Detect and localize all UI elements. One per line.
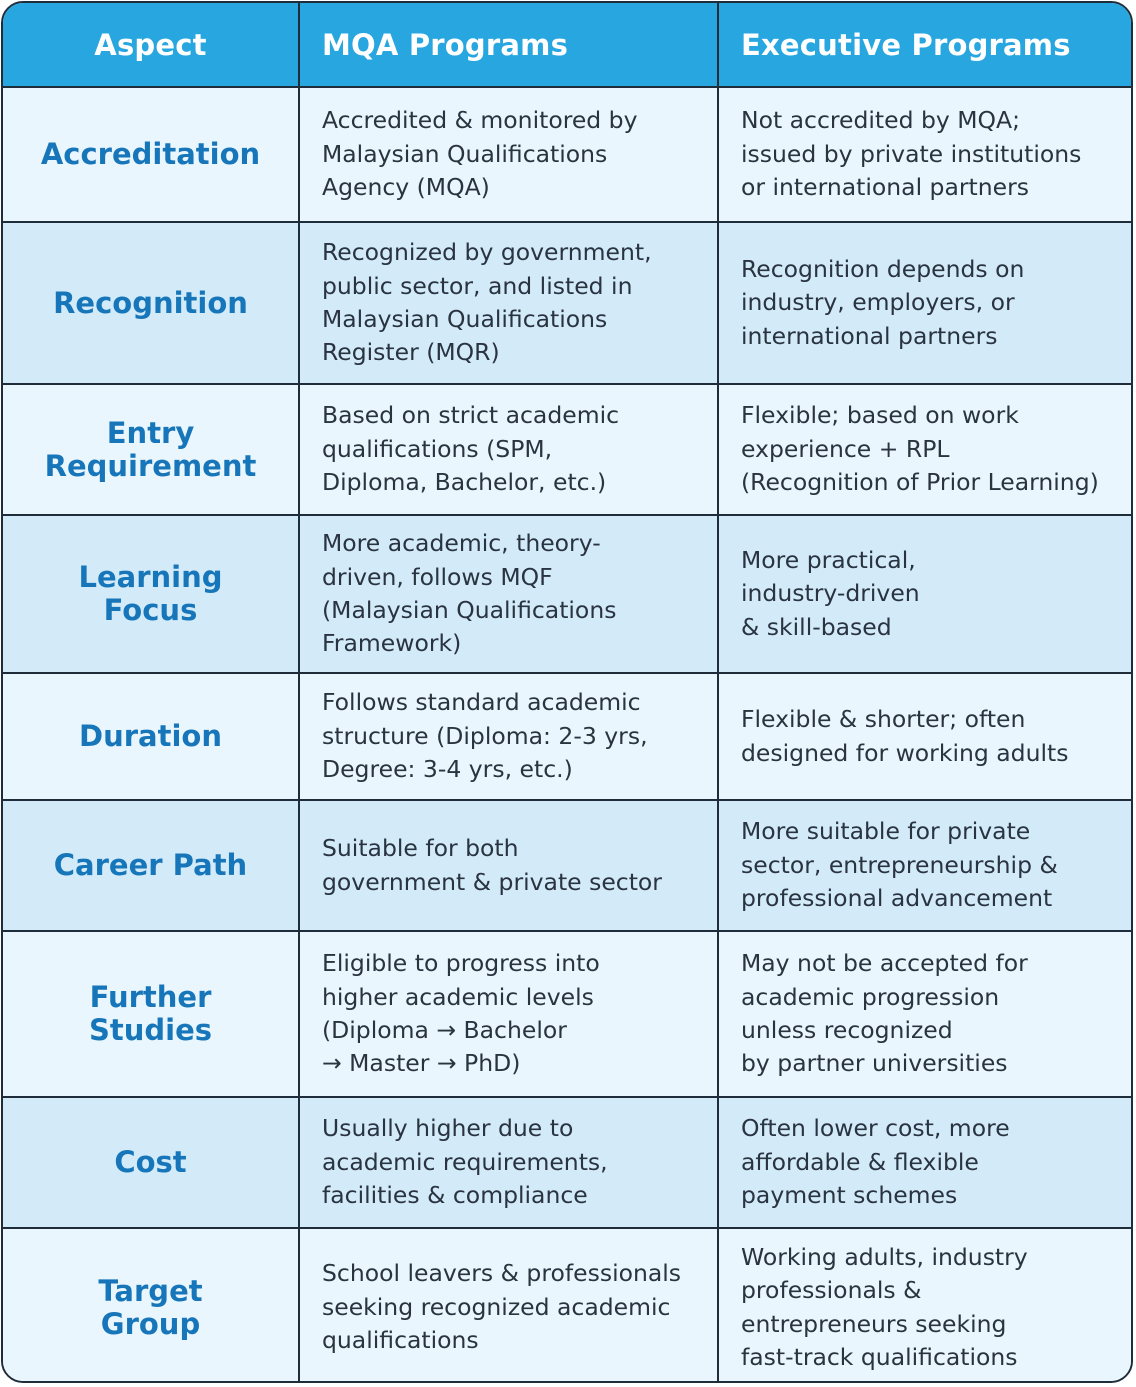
table-body bbox=[3, 87, 1131, 1383]
executive-cell-line: experience + RPL bbox=[741, 434, 950, 463]
mqa-cell-line: Usually higher due to bbox=[322, 1114, 574, 1143]
executive-cell-line: fast-track qualifications bbox=[741, 1342, 1018, 1371]
mqa-cell-line: seeking recognized academic bbox=[322, 1292, 671, 1321]
executive-cell-line: More practical, bbox=[741, 545, 916, 574]
executive-cell-line: by partner universities bbox=[741, 1049, 1008, 1078]
executive-cell-line: Not accredited by MQA; bbox=[741, 106, 1021, 135]
mqa-cell bbox=[299, 800, 718, 931]
executive-cell-line: designed for working adults bbox=[741, 738, 1069, 767]
aspect-cell-line: Accreditation bbox=[40, 137, 261, 171]
aspect-cell bbox=[3, 1228, 299, 1383]
executive-cell bbox=[718, 384, 1131, 515]
mqa-cell-line: Recognized by government, bbox=[322, 238, 652, 267]
table-row bbox=[3, 1228, 1131, 1383]
executive-cell-line: Recognition depends on bbox=[741, 254, 1025, 283]
comparison-table bbox=[3, 3, 1131, 1383]
executive-cell bbox=[718, 87, 1131, 222]
aspect-cell-line: Career Path bbox=[53, 848, 248, 882]
executive-cell-line: Often lower cost, more bbox=[741, 1114, 1010, 1143]
mqa-cell-line: (Malaysian Qualifications bbox=[322, 596, 617, 624]
executive-cell-line: academic progression bbox=[741, 982, 1000, 1011]
executive-cell-line: entrepreneurs seeking bbox=[741, 1309, 1007, 1338]
executive-cell bbox=[718, 515, 1131, 673]
executive-cell-line: affordable & flexible bbox=[741, 1147, 979, 1176]
executive-cell-line: More suitable for private bbox=[741, 817, 1031, 846]
executive-cell bbox=[718, 931, 1131, 1097]
executive-cell-line: professional advancement bbox=[741, 884, 1053, 913]
header-aspect: Aspect bbox=[3, 3, 299, 87]
aspect-cell-line: Recognition bbox=[53, 285, 248, 320]
mqa-cell bbox=[299, 515, 718, 673]
mqa-cell-line: public sector, and listed in bbox=[322, 271, 633, 300]
mqa-cell-line: Based on strict academic bbox=[322, 401, 620, 430]
table-row bbox=[3, 673, 1131, 800]
aspect-cell-line: Requirement bbox=[44, 448, 257, 483]
executive-cell-line: May not be accepted for bbox=[741, 949, 1028, 978]
table-row bbox=[3, 1097, 1131, 1228]
aspect-cell bbox=[3, 931, 299, 1097]
mqa-cell-line: Diploma, Bachelor, etc.) bbox=[322, 468, 607, 497]
executive-cell-line: & skill-based bbox=[741, 612, 892, 641]
executive-cell bbox=[718, 673, 1131, 800]
mqa-cell-line: School leavers & professionals bbox=[322, 1259, 682, 1288]
executive-cell bbox=[718, 222, 1131, 384]
comparison-table-container bbox=[1, 1, 1133, 1383]
aspect-cell-line: Group bbox=[100, 1306, 201, 1341]
mqa-cell-line: government & private sector bbox=[322, 867, 662, 896]
mqa-cell-line: Framework) bbox=[322, 629, 462, 658]
executive-cell-line: industry, employers, or bbox=[741, 288, 1015, 317]
aspect-cell-line: Entry bbox=[106, 415, 195, 450]
mqa-cell-line: academic requirements, bbox=[322, 1147, 608, 1176]
aspect-cell bbox=[3, 222, 299, 384]
mqa-cell-line: qualifications bbox=[322, 1326, 479, 1355]
mqa-cell-line: driven, follows MQF bbox=[322, 562, 553, 591]
mqa-cell-line: qualifications (SPM, bbox=[322, 434, 553, 463]
mqa-cell-line: Suitable for both bbox=[322, 834, 519, 863]
executive-cell-line: unless recognized bbox=[741, 1016, 953, 1044]
table-header-row bbox=[3, 3, 1131, 87]
mqa-cell-line: facilities & compliance bbox=[322, 1181, 588, 1210]
executive-cell-line: international partners bbox=[741, 321, 998, 350]
executive-cell-line: payment schemes bbox=[741, 1181, 958, 1210]
mqa-cell-line: Accredited & monitored by bbox=[322, 106, 638, 135]
table-row bbox=[3, 800, 1131, 931]
aspect-cell bbox=[3, 673, 299, 800]
executive-cell bbox=[718, 1228, 1131, 1383]
executive-cell bbox=[718, 1097, 1131, 1228]
aspect-cell-line: Studies bbox=[88, 1013, 213, 1047]
mqa-cell-line: Register (MQR) bbox=[322, 338, 500, 367]
header-executive-programs: Executive Programs bbox=[718, 3, 1131, 87]
mqa-cell bbox=[299, 222, 718, 384]
executive-cell-line: sector, entrepreneurship & bbox=[741, 850, 1058, 879]
mqa-cell-line: higher academic levels bbox=[322, 982, 594, 1011]
mqa-cell-line: (Diploma → Bachelor bbox=[322, 1016, 567, 1044]
table-row bbox=[3, 222, 1131, 384]
mqa-cell bbox=[299, 931, 718, 1097]
mqa-cell-line: Degree: 3-4 yrs, etc.) bbox=[322, 755, 573, 784]
aspect-cell bbox=[3, 515, 299, 673]
table-row bbox=[3, 384, 1131, 515]
executive-cell bbox=[718, 800, 1131, 931]
aspect-cell-line: Target bbox=[98, 1273, 203, 1308]
executive-cell-line: Flexible & shorter; often bbox=[741, 705, 1026, 734]
aspect-cell-line: Focus bbox=[103, 593, 198, 627]
header-mqa-programs: MQA Programs bbox=[299, 3, 718, 87]
aspect-cell bbox=[3, 384, 299, 515]
table-row bbox=[3, 931, 1131, 1097]
aspect-cell-line: Cost bbox=[114, 1145, 187, 1179]
executive-cell-line: or international partners bbox=[741, 173, 1030, 202]
executive-cell-line: issued by private institutions bbox=[741, 139, 1082, 168]
executive-cell-line: Working adults, industry bbox=[741, 1242, 1028, 1271]
executive-cell-line: industry-driven bbox=[741, 579, 920, 608]
mqa-cell-line: Eligible to progress into bbox=[322, 949, 600, 978]
executive-cell-line: (Recognition of Prior Learning) bbox=[741, 468, 1099, 497]
mqa-cell-line: → Master → PhD) bbox=[322, 1049, 521, 1078]
mqa-cell-line: structure (Diploma: 2-3 yrs, bbox=[322, 721, 648, 750]
mqa-cell bbox=[299, 1228, 718, 1383]
mqa-cell bbox=[299, 87, 718, 222]
table-row bbox=[3, 515, 1131, 673]
aspect-cell bbox=[3, 800, 299, 931]
aspect-cell bbox=[3, 1097, 299, 1228]
mqa-cell bbox=[299, 1097, 718, 1228]
mqa-cell-line: Malaysian Qualifications bbox=[322, 139, 608, 168]
mqa-cell-line: Agency (MQA) bbox=[322, 173, 490, 202]
mqa-cell bbox=[299, 673, 718, 800]
aspect-cell-line: Further bbox=[89, 980, 212, 1014]
mqa-cell bbox=[299, 384, 718, 515]
aspect-cell-line: Duration bbox=[79, 719, 222, 753]
mqa-cell-line: More academic, theory- bbox=[322, 529, 601, 558]
aspect-cell-line: Learning bbox=[78, 560, 223, 594]
executive-cell-line: professionals & bbox=[741, 1276, 922, 1305]
table-row bbox=[3, 87, 1131, 222]
mqa-cell-line: Follows standard academic bbox=[322, 688, 641, 717]
aspect-cell bbox=[3, 87, 299, 222]
executive-cell-line: Flexible; based on work bbox=[741, 401, 1019, 430]
mqa-cell-line: Malaysian Qualifications bbox=[322, 305, 608, 333]
